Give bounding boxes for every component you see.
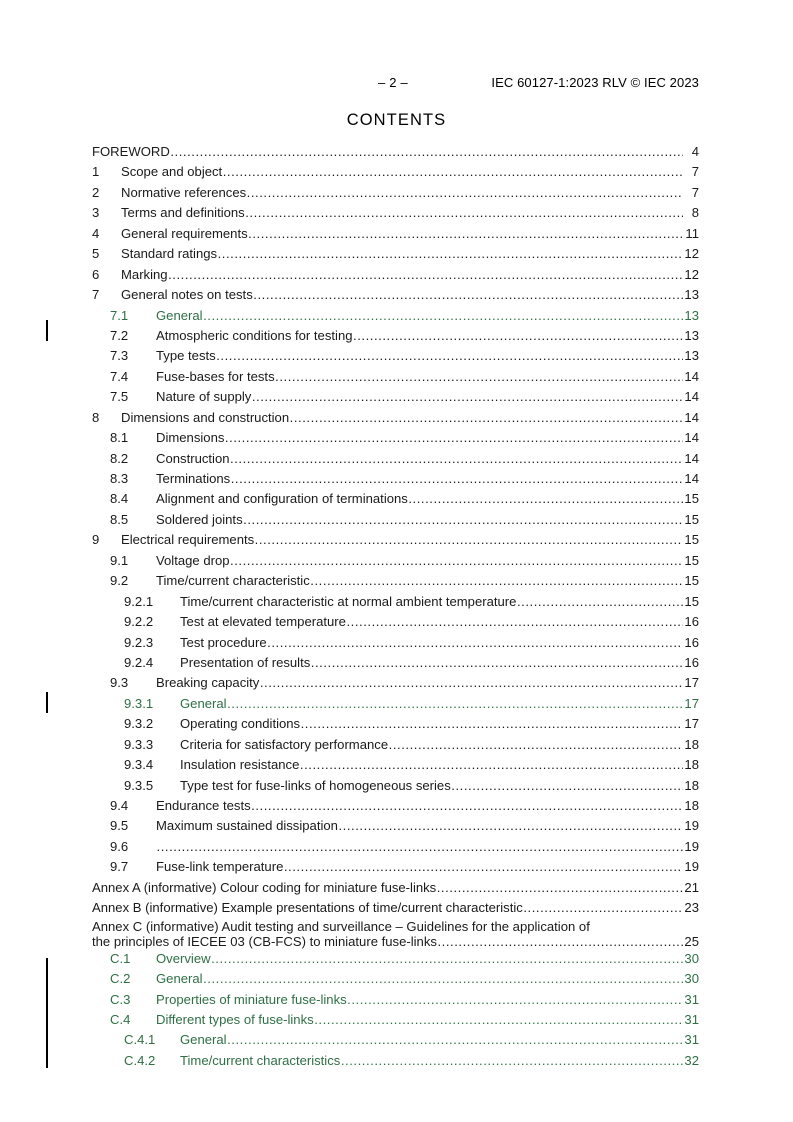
toc-entry-body — [121, 267, 699, 282]
toc-entry-number: 5 — [92, 246, 100, 262]
toc-entry-label: Construction — [156, 450, 230, 466]
toc-page-number: 18 — [684, 736, 699, 752]
toc-page-number: 4 — [691, 144, 699, 159]
toc-page-number: 15 — [684, 552, 699, 568]
toc-page-number: 13 — [684, 287, 699, 303]
toc-entry[interactable] — [92, 510, 699, 530]
toc-entry-body — [156, 512, 699, 527]
toc-entry-number: 9.3.4 — [124, 757, 154, 773]
toc-dot-leader — [168, 267, 682, 282]
toc-dot-leader — [301, 716, 683, 731]
page-folio: – 2 – — [378, 75, 408, 90]
toc-entry-number: 9.2 — [110, 573, 129, 589]
toc-entry-number: 1 — [92, 164, 100, 180]
toc-page-number: 16 — [684, 634, 699, 650]
toc-entry-label: General — [156, 971, 203, 987]
toc-page-number: 16 — [684, 614, 699, 630]
toc-page-number: 31 — [684, 991, 699, 1007]
toc-dot-leader — [437, 934, 682, 949]
toc-entry-body — [180, 1032, 699, 1047]
toc-dot-leader — [225, 430, 683, 445]
toc-entry-label: Different types of fuse-links — [156, 1011, 314, 1027]
toc-entry[interactable] — [92, 551, 699, 571]
toc-dot-leader — [346, 614, 682, 629]
toc-entry-body — [156, 389, 699, 404]
toc-entry-number: 7.5 — [110, 389, 129, 405]
toc-entry-number: 9.3.5 — [124, 777, 154, 793]
toc-entry[interactable] — [92, 224, 699, 244]
toc-entry[interactable] — [92, 653, 699, 673]
toc-entry-body — [180, 778, 699, 793]
toc-entry[interactable] — [92, 244, 699, 264]
toc-entry-number: 7.3 — [110, 348, 129, 364]
toc-dot-leader — [451, 778, 682, 793]
toc-entry-label: Insulation resistance — [180, 757, 300, 773]
toc-entry-body — [156, 951, 699, 966]
toc-dot-leader — [243, 512, 682, 527]
toc-entry[interactable] — [92, 1051, 699, 1071]
toc-entry-body — [92, 919, 699, 949]
toc-dot-leader — [227, 1032, 682, 1047]
toc-entry[interactable] — [92, 142, 699, 162]
toc-entry-label-line1: Annex C (informative) Audit testing and surveillance – Guidelines for the application of — [92, 918, 590, 934]
toc-entry-label: Endurance tests — [156, 798, 251, 813]
change-bar-9-3-1 — [46, 692, 48, 713]
toc-page-number: 18 — [684, 777, 699, 793]
toc-dot-leader — [216, 348, 682, 363]
toc-entry[interactable] — [92, 162, 699, 182]
toc-entry-label: the principles of IECEE 03 (CB-FCS) to miniature fuse-links — [92, 933, 437, 949]
toc-entry-body — [156, 839, 699, 854]
toc-entry-label: Terminations — [156, 471, 231, 486]
toc-entry[interactable] — [92, 428, 699, 448]
toc-dot-leader — [311, 655, 683, 670]
toc-entry-body — [92, 900, 699, 915]
toc-entry[interactable] — [92, 1010, 699, 1030]
toc-entry[interactable] — [92, 796, 699, 816]
toc-entry-number: 9.2.3 — [124, 634, 154, 650]
toc-entry-label: Scope and object — [121, 164, 223, 180]
toc-entry[interactable] — [92, 919, 699, 949]
toc-entry[interactable] — [92, 735, 699, 755]
toc-entry[interactable] — [92, 694, 699, 714]
toc-entry[interactable] — [92, 306, 699, 326]
toc-entry-label: Annex A (informative) Colour coding for miniature fuse-links — [92, 879, 437, 895]
toc-entry-body — [121, 287, 699, 302]
toc-dot-leader — [310, 573, 682, 588]
toc-entry-body — [121, 164, 699, 179]
toc-entry[interactable] — [92, 837, 699, 857]
toc-dot-leader — [231, 471, 683, 486]
toc-dot-leader — [223, 164, 683, 179]
toc-dot-leader — [251, 798, 682, 813]
toc-entry[interactable] — [92, 469, 699, 489]
toc-dot-leader — [170, 144, 682, 159]
toc-entry[interactable] — [92, 673, 699, 693]
toc-dot-leader — [253, 287, 682, 302]
toc-entry-number: 9.4 — [110, 798, 129, 813]
toc-entry-body — [121, 226, 699, 241]
toc-entry-number: C.4.1 — [124, 1032, 156, 1048]
toc-entry-label: Nature of supply — [156, 389, 252, 405]
toc-dot-leader — [247, 185, 683, 200]
toc-entry-label: General notes on tests — [121, 287, 253, 303]
toc-entry-label: Type test for fuse-links of homogeneous series — [180, 777, 451, 793]
toc-page-number: 31 — [684, 1032, 699, 1048]
toc-entry-label: General — [180, 1032, 227, 1048]
toc-entry-body — [156, 328, 699, 343]
toc-page-number: 21 — [684, 879, 699, 895]
toc-entry-label: Dimensions and construction — [121, 409, 290, 425]
toc-entry-number: 9.5 — [110, 818, 129, 834]
toc-entry-body — [92, 880, 699, 895]
toc-dot-leader — [157, 839, 683, 854]
toc-entry-label: Maximum sustained dissipation — [156, 818, 338, 834]
toc-entry-label: Standard ratings — [121, 246, 218, 262]
toc-entry-label: Criteria for satisfactory performance — [180, 736, 389, 752]
toc-dot-leader — [389, 737, 683, 752]
toc-page-number: 17 — [684, 716, 699, 732]
toc-page-number: 25 — [684, 933, 699, 949]
toc-entry-label: FOREWORD — [92, 144, 170, 159]
toc-entry-body — [121, 205, 699, 220]
toc-entry-number: 7.4 — [110, 368, 129, 384]
toc-entry[interactable] — [92, 265, 699, 285]
toc-entry[interactable] — [92, 612, 699, 632]
toc-page-number: 30 — [684, 971, 699, 987]
toc-page-number: 19 — [684, 818, 699, 834]
toc-page-number: 8 — [691, 205, 699, 221]
toc-entry-body — [121, 410, 699, 425]
toc-entry-number: 8.2 — [110, 450, 129, 466]
toc-entry-label: Electrical requirements — [121, 532, 255, 548]
toc-entry-label: Annex B (informative) Example presentations of time/current characteristic — [92, 900, 523, 916]
toc-page-number: 13 — [684, 327, 699, 343]
toc-dot-leader — [314, 1012, 682, 1027]
toc-entry-body — [180, 696, 699, 711]
toc-page-number: 19 — [684, 859, 699, 875]
toc-entry-body — [180, 635, 699, 650]
toc-entry[interactable] — [92, 592, 699, 612]
toc-entry-label: Time/current characteristics — [180, 1052, 341, 1068]
toc-dot-leader — [517, 594, 683, 609]
toc-entry-body — [156, 553, 699, 568]
toc-entry-number: 7 — [92, 287, 100, 303]
toc-entry-number: 9.3.1 — [124, 695, 154, 711]
toc-entry-label: Soldered joints — [156, 511, 243, 527]
toc-entry-wrapped — [92, 919, 699, 949]
toc-entry[interactable] — [92, 969, 699, 989]
toc-page-number: 19 — [684, 838, 699, 854]
toc-entry-body — [156, 573, 699, 588]
toc-entry-label: Time/current characteristic at normal ambient temperature — [180, 593, 517, 609]
toc-page-number: 14 — [684, 450, 699, 466]
toc-entry-body — [92, 144, 699, 159]
toc-entry-label: Alignment and configuration of terminations — [156, 491, 408, 507]
toc-entry-number: 2 — [92, 184, 100, 200]
toc-page-number: 17 — [684, 695, 699, 711]
toc-entry-number: 8.3 — [110, 471, 129, 486]
toc-entry[interactable] — [92, 714, 699, 734]
toc-entry-label: Overview — [156, 950, 211, 966]
toc-entry[interactable] — [92, 990, 699, 1010]
toc-entry-label: General — [156, 307, 203, 323]
toc-entry-number: 9.6 — [110, 838, 129, 854]
toc-page-number: 15 — [684, 573, 699, 589]
toc-entry[interactable] — [92, 857, 699, 877]
toc-page-number: 15 — [684, 511, 699, 527]
toc-dot-leader — [203, 308, 682, 323]
toc-entry-label-line2 — [92, 934, 699, 949]
toc-page-number: 13 — [684, 348, 699, 364]
toc-entry-body — [180, 1053, 699, 1068]
toc-page-number: 31 — [684, 1011, 699, 1027]
toc-entry-number: 9 — [92, 532, 100, 548]
toc-entry-number: C.4.2 — [124, 1052, 156, 1068]
toc-dot-leader — [341, 1053, 683, 1068]
toc-entry[interactable] — [92, 489, 699, 509]
toc-entry-number: 8 — [92, 409, 100, 425]
toc-dot-leader — [338, 818, 682, 833]
toc-entry-body — [156, 491, 699, 506]
toc-entry[interactable] — [92, 949, 699, 969]
toc-dot-leader — [275, 369, 682, 384]
toc-entry-label: Test procedure — [180, 634, 267, 650]
toc-dot-leader — [347, 992, 682, 1007]
toc-dot-leader — [290, 410, 683, 425]
toc-entry-body — [156, 430, 699, 445]
toc-dot-leader — [267, 635, 682, 650]
toc-dot-leader — [245, 205, 682, 220]
toc-entry[interactable] — [92, 408, 699, 428]
page-title: CONTENTS — [346, 111, 447, 129]
toc-page-number: 16 — [684, 654, 699, 670]
toc-entry-number: 9.2.1 — [124, 593, 154, 609]
toc-page-number: 23 — [684, 900, 699, 916]
toc-entry-label: Atmospheric conditions for testing — [156, 327, 353, 343]
toc-entry-number: 9.2.4 — [124, 654, 154, 670]
toc-entry-label: Voltage drop — [156, 552, 230, 568]
toc-page-number: 13 — [684, 307, 699, 323]
toc-entry-body — [156, 818, 699, 833]
toc-entry[interactable] — [92, 898, 699, 918]
toc-entry[interactable] — [92, 346, 699, 366]
toc-page-number: 14 — [684, 471, 699, 486]
toc-entry-label: General requirements — [121, 225, 248, 241]
toc-entry-number: C.4 — [110, 1011, 131, 1027]
toc-page-number: 17 — [684, 675, 699, 691]
toc-page-number: 12 — [684, 246, 699, 262]
toc-entry-body — [156, 798, 699, 813]
toc-page-number: 15 — [684, 491, 699, 507]
toc-entry[interactable] — [92, 633, 699, 653]
toc-entry[interactable] — [92, 285, 699, 305]
toc-dot-leader — [260, 675, 683, 690]
toc-page-number: 12 — [684, 266, 699, 282]
toc-entry[interactable] — [92, 367, 699, 387]
toc-entry-body — [156, 348, 699, 363]
toc-entry-body — [156, 471, 699, 486]
toc-entry-body — [180, 655, 699, 670]
toc-dot-leader — [203, 971, 682, 986]
toc-entry-label: Normative references — [121, 184, 247, 200]
toc-entry[interactable] — [92, 530, 699, 550]
toc-page-number: 15 — [684, 593, 699, 609]
toc-entry-number: 9.2.2 — [124, 614, 154, 630]
toc-entry-number: C.3 — [110, 991, 131, 1007]
toc-entry-number: 9.1 — [110, 552, 129, 568]
toc-page-number: 14 — [684, 368, 699, 384]
toc-entry-number: 4 — [92, 225, 100, 241]
toc-entry-label: Fuse-link temperature — [156, 859, 284, 875]
toc-entry-number: 7.1 — [110, 307, 129, 323]
toc-entry-body — [156, 971, 699, 986]
toc-entry[interactable] — [92, 878, 699, 898]
toc-entry-body — [156, 1012, 699, 1027]
toc-entry-number: 8.1 — [110, 430, 129, 446]
toc-entry-label: Fuse-bases for tests — [156, 368, 275, 384]
toc-page-number: 32 — [684, 1052, 699, 1068]
toc-entry-number: C.1 — [110, 950, 131, 966]
toc-entry-number: 9.3 — [110, 675, 129, 691]
document-reference: IEC 60127-1:2023 RLV © IEC 2023 — [491, 75, 699, 90]
toc-page-number: 18 — [684, 798, 699, 813]
toc-page-number: 14 — [684, 430, 699, 446]
toc-entry-body — [180, 614, 699, 629]
toc-dot-leader — [218, 246, 683, 261]
toc-entry-number: 9.3.3 — [124, 736, 154, 752]
toc-dot-leader — [523, 900, 682, 915]
toc-entry-label: Terms and definitions — [121, 205, 245, 221]
toc-dot-leader — [211, 951, 682, 966]
toc-page-number: 30 — [684, 950, 699, 966]
toc-entry-label: Time/current characteristic — [156, 573, 310, 589]
toc-entry-body — [180, 757, 699, 772]
toc-entry-body — [121, 246, 699, 261]
toc-entry[interactable] — [92, 203, 699, 223]
toc-entry-body — [156, 992, 699, 1007]
toc-entry-body — [121, 532, 699, 547]
toc-entry[interactable] — [92, 755, 699, 775]
toc-dot-leader — [252, 389, 683, 404]
toc-entry-label: Dimensions — [156, 430, 225, 446]
toc-entry[interactable] — [92, 816, 699, 836]
toc-entry[interactable] — [92, 183, 699, 203]
toc-entry-body — [121, 185, 699, 200]
toc-entry-number: 3 — [92, 205, 100, 221]
toc-entry[interactable] — [92, 449, 699, 469]
toc-entry[interactable] — [92, 1030, 699, 1050]
toc-page-number: 7 — [691, 184, 699, 200]
toc-entry[interactable] — [92, 326, 699, 346]
toc-dot-leader — [227, 696, 682, 711]
toc-entry-body — [156, 451, 699, 466]
toc-dot-leader — [437, 880, 683, 895]
toc-entry-body — [156, 369, 699, 384]
toc-entry-label: General — [180, 695, 227, 711]
toc-entry-number: 9.7 — [110, 859, 129, 875]
toc-entry[interactable] — [92, 776, 699, 796]
table-of-contents — [92, 142, 699, 1071]
toc-entry-body — [156, 675, 699, 690]
change-bar-annex-c — [46, 958, 48, 1068]
toc-entry-label: Presentation of results — [180, 654, 311, 670]
toc-page-number: 18 — [684, 757, 699, 773]
page-header — [94, 74, 699, 92]
toc-entry-body — [156, 859, 699, 874]
toc-dot-leader — [230, 553, 682, 568]
toc-dot-leader — [284, 859, 683, 874]
toc-dot-leader — [248, 226, 682, 241]
toc-entry-body — [180, 737, 699, 752]
toc-entry-number: 7.2 — [110, 327, 129, 343]
toc-entry-label: Test at elevated temperature — [180, 614, 346, 630]
toc-dot-leader — [230, 451, 682, 466]
toc-entry[interactable] — [92, 571, 699, 591]
toc-entry-label: Operating conditions — [180, 716, 301, 732]
toc-entry-number: 9.3.2 — [124, 716, 154, 732]
toc-page-number: 15 — [684, 532, 699, 548]
toc-entry-label: Breaking capacity — [156, 675, 260, 691]
toc-dot-leader — [300, 757, 683, 772]
toc-entry-label: Properties of miniature fuse-links — [156, 991, 347, 1007]
change-bar-7-1 — [46, 320, 48, 341]
toc-entry-number: C.2 — [110, 971, 131, 987]
toc-entry-body — [180, 716, 699, 731]
toc-entry-label: Type tests — [156, 348, 216, 364]
toc-entry[interactable] — [92, 387, 699, 407]
toc-entry-label: Marking — [121, 266, 168, 282]
toc-page-number: 14 — [684, 389, 699, 405]
toc-entry-number: 6 — [92, 266, 100, 282]
toc-page-number: 11 — [685, 225, 699, 241]
toc-page-number: 7 — [691, 164, 699, 180]
toc-dot-leader — [255, 532, 683, 547]
toc-entry-body — [156, 308, 699, 323]
toc-page-number: 14 — [684, 409, 699, 425]
toc-entry-body — [180, 594, 699, 609]
toc-entry-number: 8.5 — [110, 511, 129, 527]
toc-dot-leader — [408, 491, 682, 506]
toc-dot-leader — [353, 328, 682, 343]
toc-entry-number: 8.4 — [110, 491, 129, 507]
